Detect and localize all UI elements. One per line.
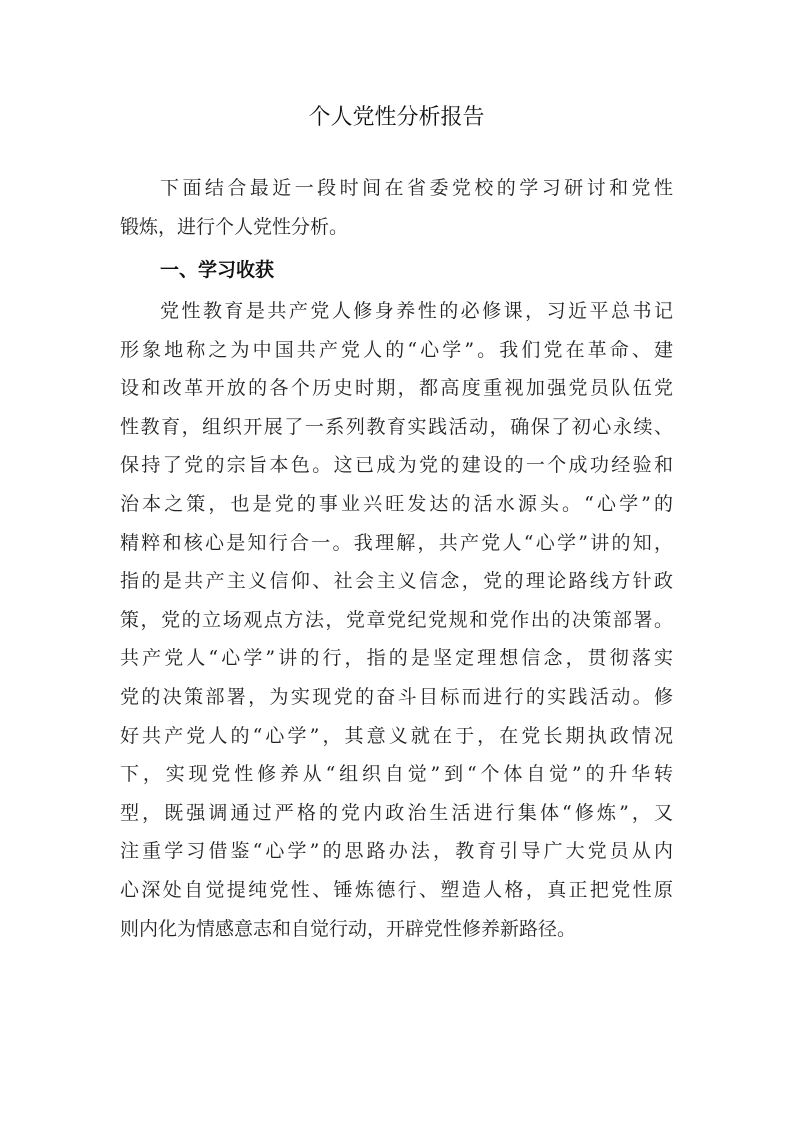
text-line: 党性教育是共产党人修身养性的必修课，习近平总书记 [160,300,673,322]
text-line: 锻炼，进行个人党性分析。 [120,215,349,238]
text-line: 则内化为情感意志和自觉行动，开辟党性修养新路径。 [120,917,577,940]
text-line: 下面结合最近一段时间在省委党校的学习研讨和党性 [160,177,673,199]
section-paragraph [120,292,673,948]
text-line: 心深处自觉提纯党性、锤炼德行、塑造人格，真正把党性原 [120,878,673,901]
text-line: 共产党人“心学”讲的行，指的是坚定理想信念，贯彻落实 [120,647,673,670]
text-line: 指的是共产主义信仰、社会主义信念，党的理论路线方针政 [120,570,673,593]
text-line: 下，实现党性修养从“组织自觉”到“个体自觉”的升华转 [120,763,673,786]
text-line: 设和改革开放的各个历史时期，都高度重视加强党员队伍党 [120,377,673,400]
text-line: 策，党的立场观点方法，党章党纪党规和党作出的决策部署。 [120,608,673,631]
text-line: 党的决策部署，为实现党的奋斗目标而进行的实践活动。修 [120,685,673,708]
text-line: 注重学习借鉴“心学”的思路办法，教育引导广大党员从内 [120,840,673,863]
document-title: 个人党性分析报告 [308,105,485,130]
section-heading: 一、学习收获 [160,259,275,281]
text-line: 形象地称之为中国共产党人的“心学”。我们党在革命、建 [120,338,673,361]
text-line: 精粹和核心是知行合一。我理解，共产党人“心学”讲的知， [120,531,673,554]
text-line: 性教育，组织开展了一系列教育实践活动，确保了初心永续、 [120,415,673,438]
text-line: 治本之策，也是党的事业兴旺发达的活水源头。“心学”的 [120,492,673,515]
text-line: 好共产党人的“心学”，其意义就在于，在党长期执政情况 [120,724,673,747]
intro-paragraph [120,169,673,246]
text-line: 型，既强调通过严格的党内政治生活进行集体“修炼”，又 [120,801,673,824]
text-line: 保持了党的宗旨本色。这已成为党的建设的一个成功经验和 [120,454,673,477]
